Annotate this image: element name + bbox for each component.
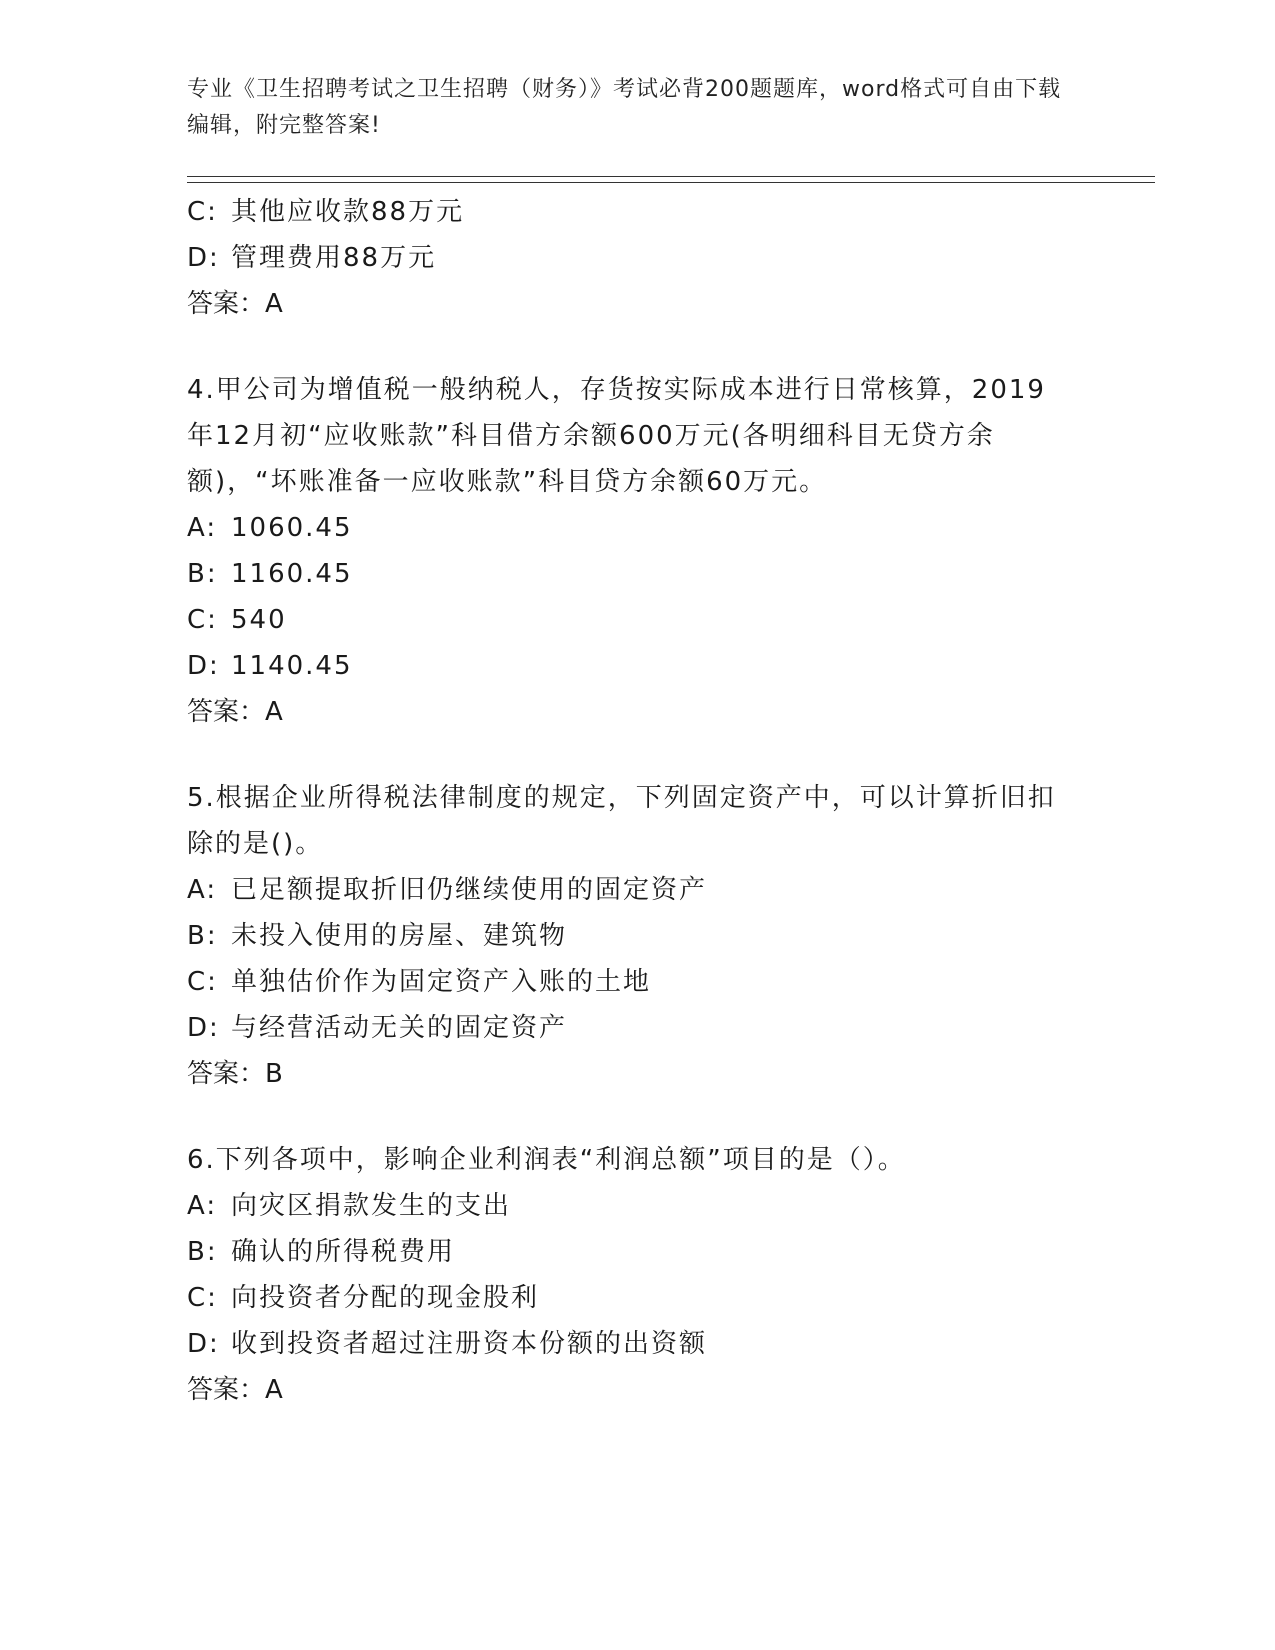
option-a: A: 1060.45 [187,513,353,543]
answer: 答案：A [187,697,283,727]
answer: 答案：A [187,289,283,319]
question-stem: 4.甲公司为增值税一般纳税人，存货按实际成本进行日常核算，2019年12月初“应收账款”科目借方余额600万元(各明细科目无贷方余额)，“坏账准备一应收账款”科目贷方余额60万元。 [187,375,1046,497]
option-d: D: 1140.45 [187,651,353,681]
page-header: 专业《卫生招聘考试之卫生招聘（财务）》考试必背200题题库，word格式可自由下载编辑，附完整答案! [187,77,1062,138]
question-6 [187,1137,1067,1413]
option-c: C: 540 [187,605,287,635]
option-b: B: 未投入使用的房屋、建筑物 [187,921,568,951]
option-b: B: 1160.45 [187,559,353,589]
option-c: C: 单独估价作为固定资产入账的土地 [187,967,652,997]
answer: 答案：B [187,1059,283,1089]
option-d: D: 收到投资者超过注册资本份额的出资额 [187,1329,708,1359]
question-4 [187,367,1067,735]
option-a: A: 已足额提取折旧仍继续使用的固定资产 [187,875,708,905]
option-d: D: 管理费用88万元 [187,243,437,273]
question-3-tail [187,189,1067,327]
option-a: A: 向灾区捐款发生的支出 [187,1191,512,1221]
question-stem: 6.下列各项中，影响企业利润表“利润总额”项目的是（）。 [187,1145,906,1175]
document-body [187,189,1067,1413]
option-c: C: 向投资者分配的现金股利 [187,1283,540,1313]
question-5 [187,775,1067,1097]
option-d: D: 与经营活动无关的固定资产 [187,1013,568,1043]
question-stem: 5.根据企业所得税法律制度的规定，下列固定资产中，可以计算折旧扣除的是()。 [187,783,1056,859]
option-c: C: 其他应收款88万元 [187,197,465,227]
header-rule-bottom [187,182,1155,183]
header-rule-top [187,176,1155,177]
answer: 答案：A [187,1375,283,1405]
option-b: B: 确认的所得税费用 [187,1237,456,1267]
